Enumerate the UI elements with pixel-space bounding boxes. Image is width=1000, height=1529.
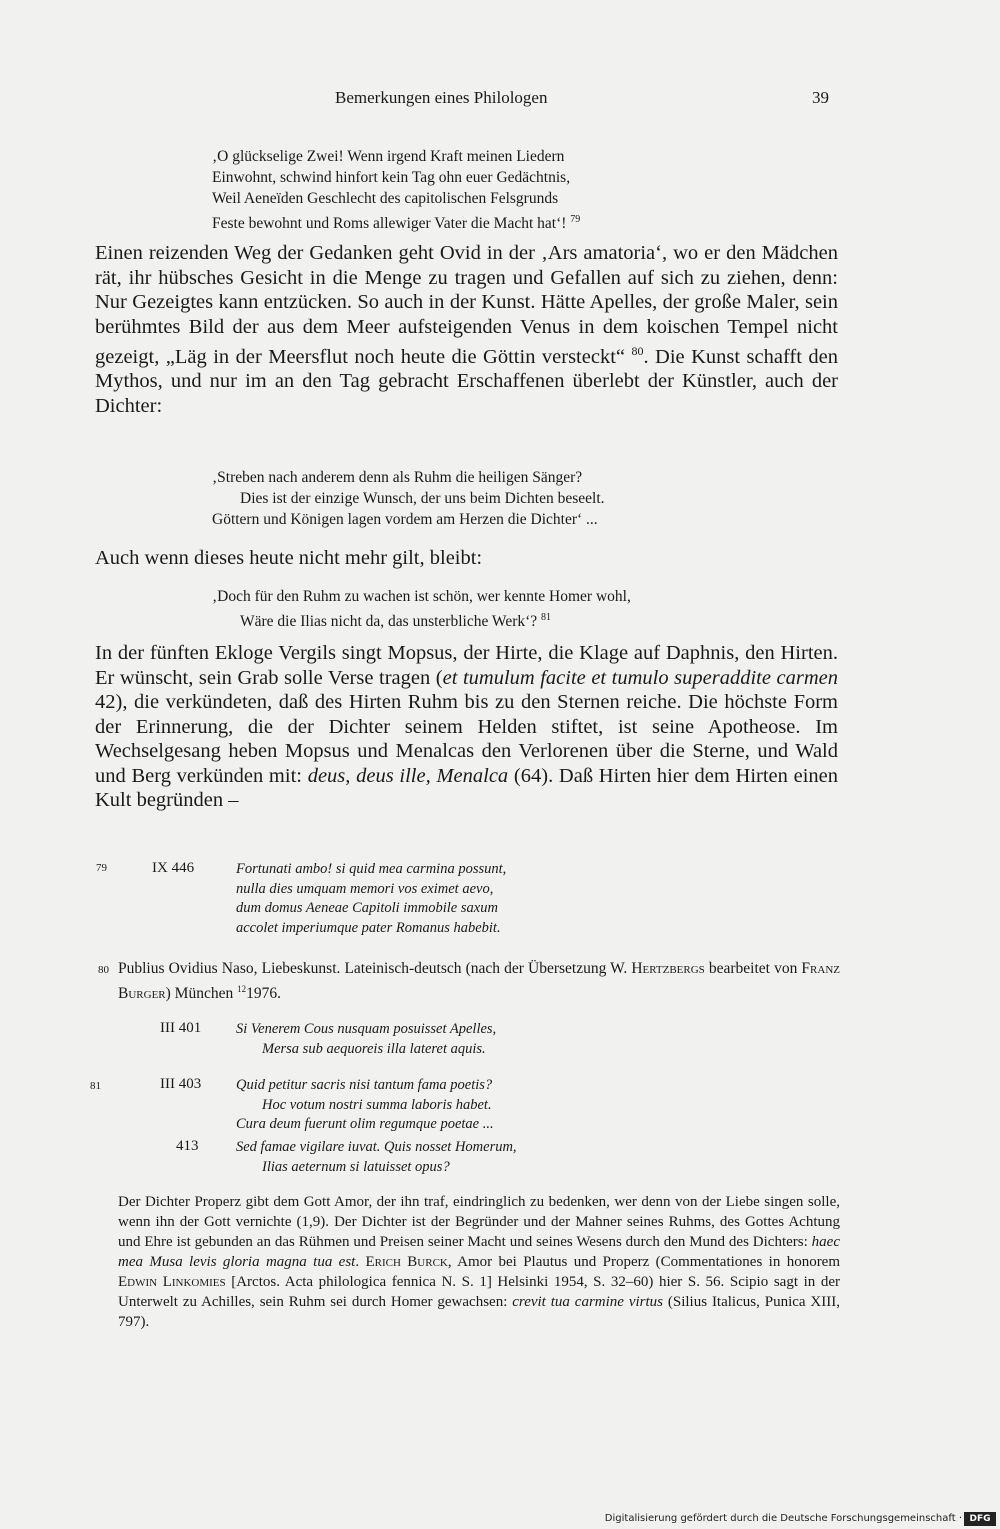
digitization-footer — [0, 1512, 1000, 1529]
dfg-logo: DFG — [964, 1512, 996, 1526]
latin-quote: Fortunati ambo! si quid mea carmina possunt, nulla dies umquam memori vos eximet aevo, dum domus Aeneae Capitoli immobile saxum accolet imperiumque pater Romanus habebit. — [236, 861, 507, 936]
footnote-source-ref: III 403 — [160, 1076, 202, 1092]
verse-line: Wäre die Ilias nicht da, das unsterbliche Werk‘? $^{81}$ — [240, 612, 552, 631]
paragraph-ovid: Einen reizenden Weg der Gedanken geht Ovid in der ‚Ars amatoria‘, wo er den Mädchen rät, ihr hübsches Gesicht in die Menge zu tragen und Gefallen auf sich zu ziehen, denn: Nur Gezeigtes kann entzücken. So auch in der Kunst. Hätte Apelles, der große Maler, sein berühmtes Bild der aus dem Meer aufsteigenden Venus in dem koischen Tempel nicht gezeigt, „Läg in der Meersflut noch heute die Göttin versteckt“ $^{80}$. Die Kunst schafft den Mythos, und nur im an den Tag gebracht Erschaffenen überlebt der Künstler, auch der Dichter: — [95, 242, 839, 417]
verse-quote-1 — [212, 146, 580, 234]
latin-quote: Si Venerem Cous nusquam posuisset Apelles, Mersa sub aequoreis illa lateret aquis. — [236, 1021, 497, 1057]
verse-line: ‚O glückselige Zwei! Wenn irgend Kraft meinen Liedern — [212, 148, 565, 165]
latin-quote: Sed famae vigilare iuvat. Quis nosset Homerum, Ilias aeternum si latuisset opus? — [236, 1139, 517, 1175]
footnote-ref-79[interactable]: 79 — [570, 214, 581, 225]
verse-line: Weil Aeneïden Geschlecht des capitolischen Felsgrunds — [212, 190, 559, 207]
footnote-ref-81[interactable]: 81 — [541, 612, 552, 623]
verse-quote-3 — [212, 586, 631, 632]
footnote-number: 79 — [96, 862, 107, 874]
footnote-text: Der Dichter Properz gibt dem Gott Amor, der ihn traf, eindringlich zu bedenken, wer denn von der Liebe singen solle, wenn ihn der Gott vernichte (1,9). Der Dichter ist der Begründer und der Mahner seines Ruhms, des Gottes Achtung und Ehre ist gebunden an das Rühmen und Preisen seiner Macht und seines Wesens durch den Mund des Dichters: haec mea Musa levis gloria magna tua est. Erich Burck, Amor bei Plautus und Properz (Commentationes in honorem Edwin Linkomies [Arctos. Acta philologica fennica N. S. 1] Helsinki 1954, S. 32–60) hier S. 56. Scipio sagt in der Unterwelt zu Achilles, sein Ruhm sei durch Homer gewachsen: crevit tua carmine virtus (Silius Italicus, Punica XIII, 797). — [118, 1194, 841, 1330]
paragraph-bridge: Auch wenn dieses heute nicht mehr gilt, bleibt: — [95, 547, 483, 569]
latin-quote: Quid petitur sacris nisi tantum fama poetis? Hoc votum nostri summa laboris habet. Cura deum fuerunt olim regumque poetae ... — [236, 1077, 494, 1132]
footnote-number: 80 — [98, 964, 109, 976]
page-number: 39 — [812, 88, 829, 107]
running-title: Bemerkungen eines Philologen — [335, 88, 548, 107]
verse-line: ‚Streben nach anderem denn als Ruhm die heiligen Sänger? — [212, 469, 583, 486]
footnote-ref-80[interactable]: 80 — [631, 344, 644, 358]
footnote-text: Publius Ovidius Naso, Liebeskunst. Lateinisch-deutsch (nach der Übersetzung W. Hertzbergs bearbeitet von Franz Burger) München $^{12}$1976. — [118, 960, 840, 1003]
verse-line: Einwohnt, schwind hinfort kein Tag ohn euer Gedächtnis, — [212, 169, 571, 186]
verse-line: Dies ist der einzige Wunsch, der uns beim Dichten beseelt. — [240, 490, 605, 507]
verse-line: Göttern und Königen lagen vordem am Herzen die Dichter‘ ... — [212, 511, 598, 528]
verse-quote-2 — [212, 467, 605, 530]
footnote-source-ref: III 401 — [160, 1020, 202, 1036]
page-header — [0, 88, 1000, 114]
verse-line: ‚Doch für den Ruhm zu wachen ist schön, wer kennte Homer wohl, — [212, 588, 631, 605]
verse-line: Feste bewohnt und Roms allewiger Vater die Macht hat‘! $^{79}$ — [212, 214, 581, 233]
footnote-source-ref: 413 — [176, 1138, 199, 1154]
paragraph-vergil: In der fünften Ekloge Vergils singt Mopsus, der Hirte, die Klage auf Daphnis, den Hirten. Er wünscht, sein Grab solle Verse tragen (et tumulum facite et tumulo superaddite carmen 42), die verkündeten, daß des Hirten Ruhm bis zu den Sternen reiche. Die höchste Form der Erinnerung, die der Dichter seinem Helden stiftet, ist seine Apotheose. Im Wechselgesang heben Mopsus und Menalcas den Verlorenen über die Sterne, und Wald und Berg verkünden mit: deus, deus ille, Menalca (64). Daß Hirten hier dem Hirten einen Kult begründen – — [95, 642, 838, 811]
footnote-source-ref: IX 446 — [152, 860, 195, 876]
footnote-number: 81 — [90, 1080, 101, 1092]
funding-credit: Digitalisierung gefördert durch die Deutsche Forschungsgemeinschaft · — [604, 1513, 962, 1524]
